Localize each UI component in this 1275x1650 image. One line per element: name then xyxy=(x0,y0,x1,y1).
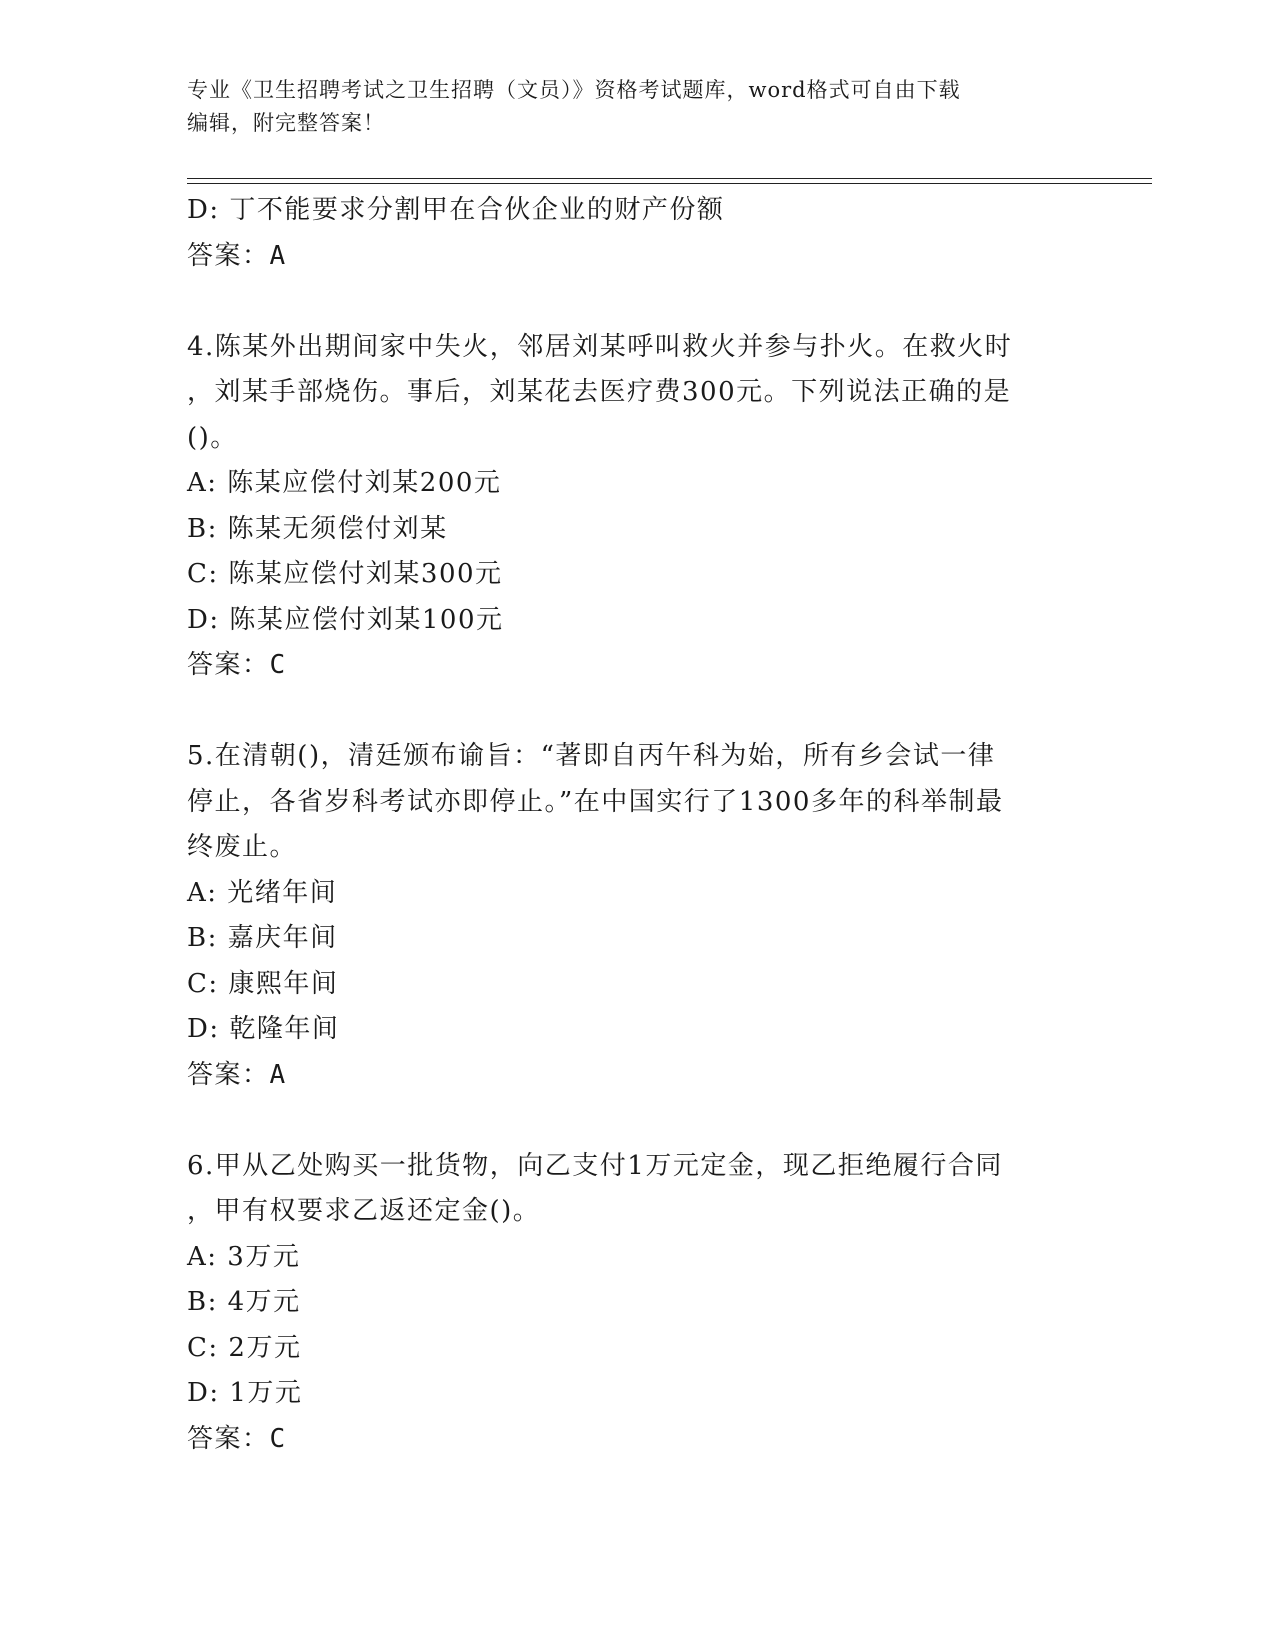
option-d: D: 丁不能要求分割甲在合伙企业的财产份额 xyxy=(187,195,725,225)
option-a: A: 陈某应偿付刘某200元 xyxy=(187,468,502,498)
document-body xyxy=(187,188,1087,1462)
answer-line xyxy=(187,643,1087,689)
option-b: B: 嘉庆年间 xyxy=(187,923,338,953)
header-line-1: 专业《卫生招聘考试之卫生招聘（文员）》资格考试题库，word格式可自由下载 xyxy=(187,78,961,102)
option-d: D: 陈某应偿付刘某100元 xyxy=(187,604,504,635)
answer-value: C xyxy=(269,650,287,680)
answer-label: 答案： xyxy=(187,1059,270,1090)
question-text-line: 4.陈某外出期间家中失火，邻居刘某呼叫救火并参与扑火。在救火时 xyxy=(187,331,1013,362)
answer-label: 答案： xyxy=(187,240,270,271)
option-a: A: 光绪年间 xyxy=(187,877,338,908)
answer-line xyxy=(187,234,1087,280)
answer-line xyxy=(187,1417,1087,1463)
question-text-line: ，甲有权要求乙返还定金()。 xyxy=(187,1196,541,1226)
option-b: B: 陈某无须偿付刘某 xyxy=(187,513,448,544)
answer-value: C xyxy=(269,1423,287,1454)
question-text-line: ，刘某手部烧伤。事后，刘某花去医疗费300元。下列说法正确的是 xyxy=(187,377,1012,407)
question-text-line: ()。 xyxy=(187,422,238,453)
answer-value: A xyxy=(269,1059,287,1090)
question-4 xyxy=(187,325,1087,689)
answer-label: 答案： xyxy=(187,1423,270,1454)
option-c: C: 康熙年间 xyxy=(187,968,339,999)
question-text-line: 5.在清朝()，清廷颁布谕旨：“著即自丙午科为始，所有乡会试一律 xyxy=(187,741,996,771)
option-a: A: 3万元 xyxy=(187,1241,301,1272)
answer-label: 答案： xyxy=(187,650,270,680)
answer-value: A xyxy=(269,240,287,271)
question-text-line: 6.甲从乙处购买一批货物，向乙支付1万元定金，现乙拒绝履行合同 xyxy=(187,1150,1003,1181)
question-text-line: 停止，各省岁科考试亦即停止。”在中国实行了1300多年的科举制最 xyxy=(187,786,1004,817)
header-rule-top xyxy=(187,178,1152,179)
answer-line xyxy=(187,1053,1087,1099)
question-text-line: 终废止。 xyxy=(187,832,298,862)
header-rule-bottom xyxy=(187,183,1152,184)
question-5 xyxy=(187,734,1087,1098)
option-d: D: 1万元 xyxy=(187,1378,303,1408)
option-c: C: 陈某应偿付刘某300元 xyxy=(187,559,503,589)
question-6 xyxy=(187,1144,1087,1463)
header-line-2: 编辑，附完整答案！ xyxy=(187,111,385,135)
document-header xyxy=(187,74,1067,140)
option-c: C: 2万元 xyxy=(187,1332,302,1363)
option-b: B: 4万元 xyxy=(187,1287,301,1317)
option-d: D: 乾隆年间 xyxy=(187,1014,340,1044)
